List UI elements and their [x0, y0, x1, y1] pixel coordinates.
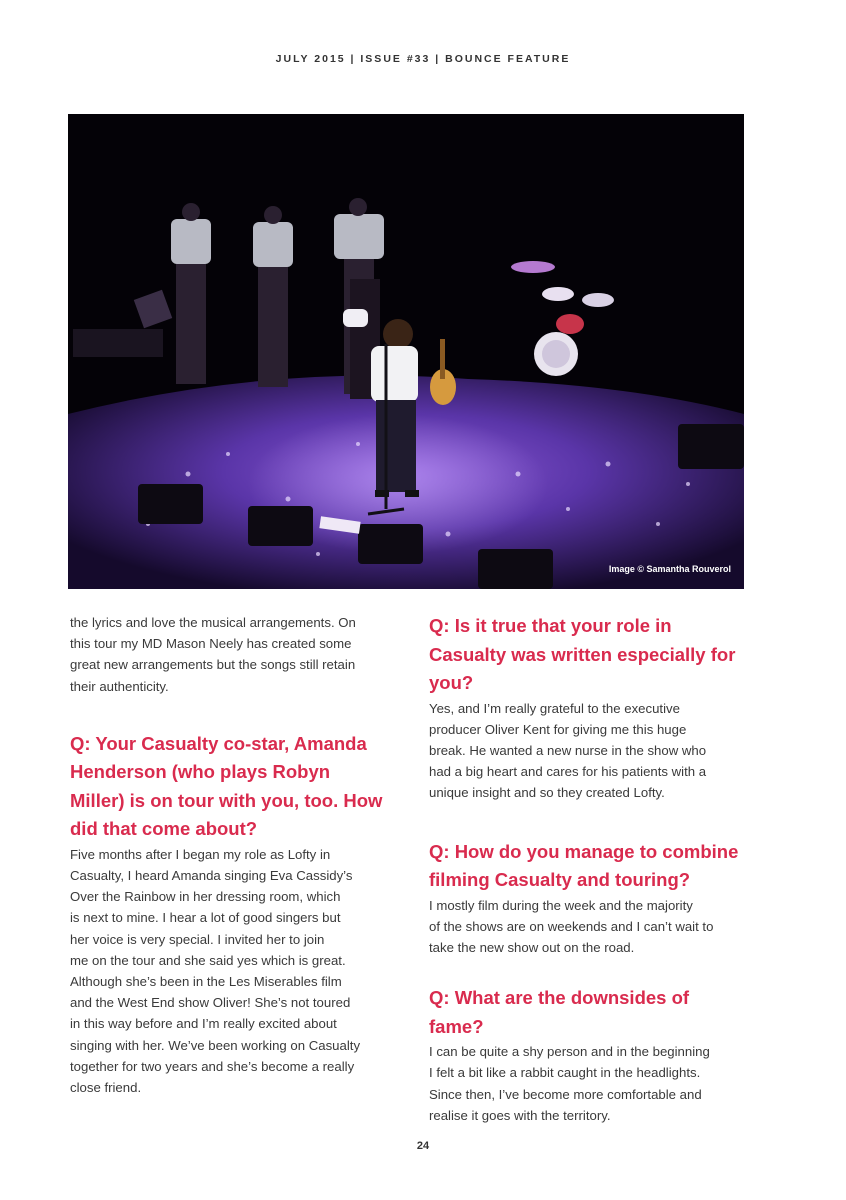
question-line: Q: Your Casualty co-star, Amanda [70, 732, 367, 754]
text-line: close friend. [70, 1080, 142, 1096]
answer-fame [429, 1041, 759, 1126]
text-line: I can be quite a shy person and in the beginning [429, 1044, 710, 1060]
question-amanda [70, 730, 400, 844]
question-line: Miller) is on tour with you, too. How [70, 789, 383, 811]
text-line: the lyrics and love the musical arrangements. On [70, 615, 356, 630]
text-line: me on the tour and she said yes which is great. [70, 952, 346, 968]
page-number: 24 [416, 1140, 430, 1152]
answer-amanda [70, 844, 400, 1098]
right-column [429, 612, 759, 1126]
text-line: I felt a bit like a rabbit caught in the headlights. [429, 1065, 701, 1081]
question-line: Q: Is it true that your role in [429, 615, 672, 636]
text-line: Five months after I began my role as Lofty in [70, 846, 331, 862]
answer-touring [429, 895, 759, 959]
text-line: of the shows are on weekends and I can’t wait to [429, 918, 714, 934]
question-line: Casualty was written especially for [429, 643, 736, 665]
text-line: singing with her. We’ve been working on Casualty [70, 1037, 361, 1053]
text-line: had a big heart and cares for his patients with a [429, 764, 707, 780]
text-line: Yes, and I’m really grateful to the executive [429, 700, 680, 716]
text-line: take the new show out on the road. [429, 939, 635, 955]
text-line: Although she’s been in the Les Miserables film [70, 974, 342, 990]
issue-header: JULY 2015 | ISSUE #33 | BOUNCE FEATURE [275, 53, 571, 65]
text-line: break. He wanted a new nurse in the show who [429, 742, 707, 758]
question-touring [429, 838, 759, 895]
text-line: Casualty, I heard Amanda singing Eva Cassidy’s [70, 868, 353, 884]
text-line: realise it goes with the territory. [429, 1107, 611, 1123]
text-line: unique insight and so they created Lofty. [429, 785, 665, 801]
answer-role [429, 698, 759, 804]
stage-illustration [68, 114, 744, 589]
question-line: fame? [429, 1015, 484, 1037]
intro-paragraph [70, 612, 400, 697]
text-line: is next to mine. I hear a lot of good singers but [70, 910, 341, 926]
text-line: and the West End show Oliver! She’s not toured [70, 995, 351, 1011]
text-line: Over the Rainbow in her dressing room, which [70, 889, 341, 905]
text-line: in this way before and I’m really excited about [70, 1016, 337, 1032]
text-line: her voice is very special. I invited her to join [70, 931, 325, 947]
question-line: Q: How do you manage to combine [429, 840, 739, 862]
text-line: producer Oliver Kent for giving me this huge [429, 721, 687, 737]
text-line: I mostly film during the week and the majority [429, 897, 693, 913]
text-line: this tour my MD Mason Neely has created some [70, 636, 352, 652]
text-line: great new arrangements but the songs still retain [70, 657, 356, 673]
question-line: Henderson (who plays Robyn [70, 761, 331, 783]
text-line: their authenticity. [70, 678, 169, 694]
text-line: together for two years and she’s become a really [70, 1058, 355, 1074]
left-column [70, 612, 400, 1098]
question-role [429, 612, 759, 698]
question-line: did that come about? [70, 818, 258, 840]
question-line: you? [429, 672, 474, 693]
question-line: Q: What are the downsides of [429, 987, 690, 1009]
photo-credit: Image © Samantha Rouverol [608, 564, 731, 574]
question-line: filming Casualty and touring? [429, 869, 691, 891]
concert-photo [68, 114, 744, 589]
text-line: Since then, I’ve become more comfortable and [429, 1086, 702, 1102]
question-fame [429, 984, 759, 1041]
